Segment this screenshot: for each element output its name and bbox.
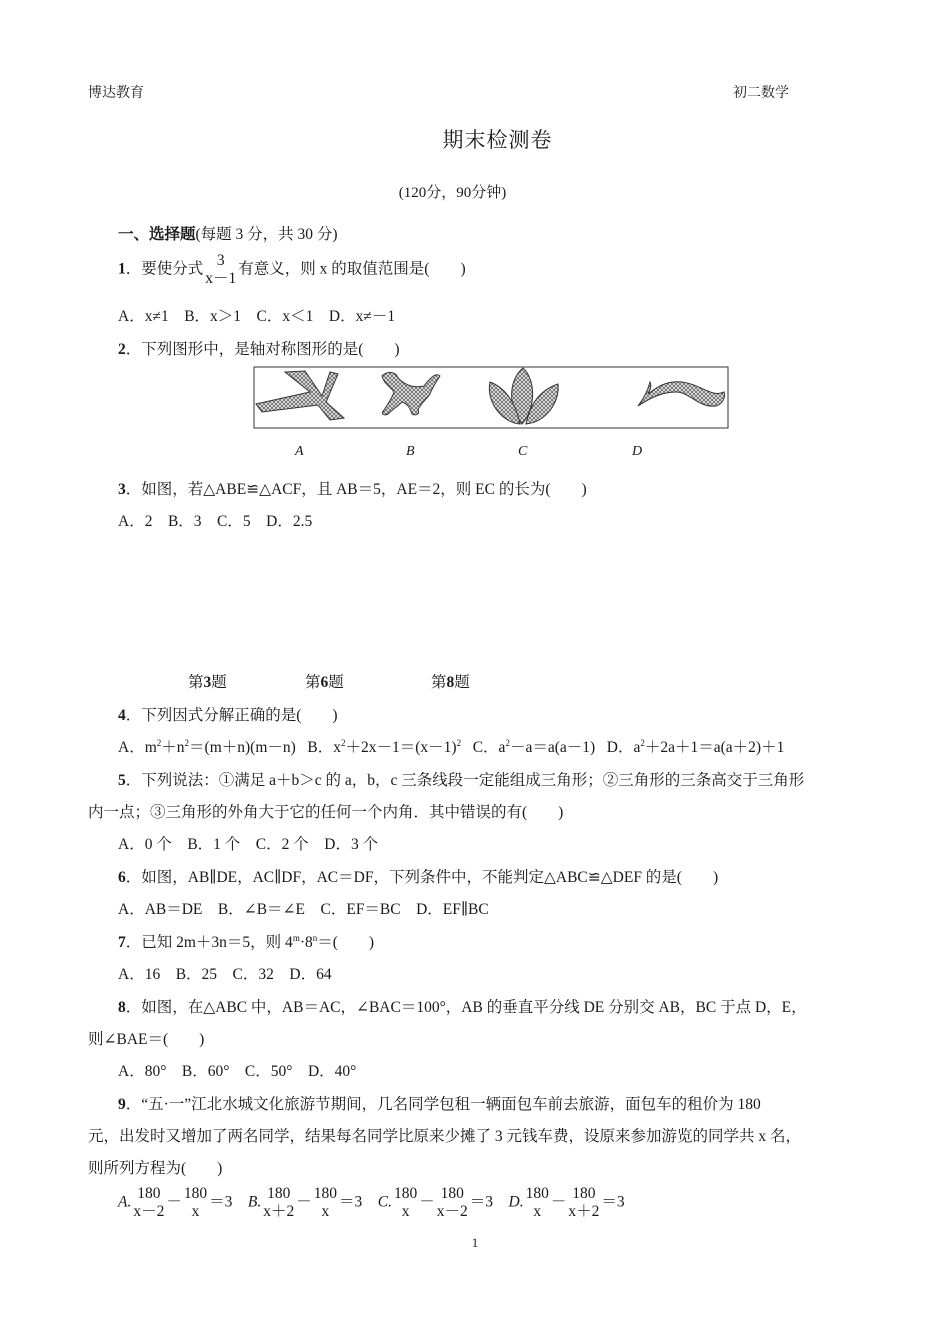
frac-denominator: x <box>533 1202 542 1220</box>
q4-text: ．下列因式分解正确的是( ) <box>125 707 338 724</box>
q7-sup-m: m <box>292 932 300 943</box>
figure-label-b: B <box>406 444 415 459</box>
q9-opt-b-rhs: ＝3 <box>339 1193 363 1211</box>
caption-figure-3 <box>188 670 227 692</box>
q9-opt-a-frac1 <box>132 1185 165 1221</box>
figure-label-c: C <box>518 444 528 459</box>
q9-opt-b-label: B. <box>247 1193 262 1211</box>
q9-text-2: 元，出发时又增加了两名同学，结果每名同学比原来少摊了 3 元钱车费，设原来参加游览的同学共 x 名， <box>88 1128 802 1145</box>
q5-text-1: ．下列说法：①满足 a＋b＞c 的 a，b，c 三条线段一定能组成三角形；②三角形的三条高交于三角形 <box>125 772 805 789</box>
q1-number: 1 <box>118 260 126 278</box>
q9-opt-c-frac2 <box>436 1185 469 1221</box>
header-right: 初二数学 <box>733 86 789 101</box>
header-left: 博达教育 <box>88 86 144 101</box>
q1-frac-num: 3 <box>216 252 225 269</box>
frac-denominator: x＋2 <box>263 1202 295 1220</box>
q9-text-3: 则所列方程为( ) <box>88 1160 223 1177</box>
question-6 <box>118 865 718 887</box>
frac-numerator: 180 <box>394 1185 418 1202</box>
q5-options: A．0 个 B．1 个 C．2 个 D．3 个 <box>118 836 379 853</box>
q8-text-2: 则∠BAE＝( ) <box>88 1031 205 1048</box>
q7-text-pre: ．已知 2m＋3n＝5，则 4 <box>125 934 293 951</box>
q5-text-2: 内一点；③三角形的外角大于它的任何一个内角．其中错误的有( ) <box>88 804 564 821</box>
q3-options: A．2 B．3 C．5 D．2.5 <box>118 513 313 530</box>
q9-opt-d-label: D. <box>508 1193 524 1211</box>
caption-figure-8 <box>431 670 470 692</box>
frac-numerator: 180 <box>137 1185 161 1202</box>
q8-options: A．80° B．60° C．50° D．40° <box>118 1063 357 1080</box>
caption-figure-6 <box>305 670 344 692</box>
caption-6-post: 题 <box>328 674 344 691</box>
q4-opt-c-1: C．a <box>472 739 506 756</box>
section-label: 一、选择题 <box>118 226 196 243</box>
question-5 <box>118 768 804 790</box>
q4-opt-d-1: D．a <box>606 739 641 756</box>
q9-number: 9 <box>118 1096 126 1113</box>
q9-opt-c-rhs: ＝3 <box>469 1193 494 1211</box>
frac-denominator: x <box>401 1202 410 1220</box>
caption-3-pre: 第 <box>188 674 204 691</box>
figure-label-d: D <box>632 444 643 459</box>
caption-6-pre: 第 <box>305 674 321 691</box>
q9-text-1: ．“五·一”江北水城文化旅游节期间，几名同学包租一辆面包车前去旅游，面包车的租价为 180 <box>125 1096 761 1113</box>
q7-sup-n: n <box>312 932 318 943</box>
q9-opt-d-rhs: ＝3 <box>601 1193 625 1211</box>
figure-c-shape <box>489 368 558 424</box>
caption-8-num: 8 <box>446 674 455 691</box>
q1-post: 有意义，则 x 的取值范围是( ) <box>238 260 466 278</box>
caption-3-post: 题 <box>211 674 227 691</box>
minus-sign: － <box>166 1193 182 1211</box>
q4-options <box>118 735 784 757</box>
q7-text-post: ＝( ) <box>317 934 375 951</box>
q4-opt-a-3: ＝(m＋n)(m－n) <box>189 739 296 756</box>
q4-opt-b-2: ＋2x－1＝(x－1) <box>345 739 457 756</box>
q7-options: A．16 B．25 C．32 D．64 <box>118 966 332 983</box>
frac-denominator: x－2 <box>436 1202 468 1220</box>
question-8 <box>118 995 807 1017</box>
q4-opt-b-1: B．x <box>307 739 342 756</box>
q4-sup: 2 <box>505 737 510 748</box>
q4-sup: 2 <box>184 737 190 748</box>
q9-opt-c-label: C. <box>377 1193 392 1211</box>
frac-numerator: 180 <box>572 1185 596 1202</box>
figure-d-shape <box>638 382 725 406</box>
question-4 <box>118 703 338 725</box>
q4-sup: 2 <box>456 737 462 748</box>
q4-number: 4 <box>118 707 126 724</box>
frac-numerator: 180 <box>525 1185 549 1202</box>
frac-numerator: 180 <box>313 1185 338 1202</box>
caption-6-num: 6 <box>320 674 329 691</box>
q2-figure-shapes <box>0 0 950 460</box>
frac-denominator: x－2 <box>133 1202 165 1220</box>
q3-number: 3 <box>118 481 126 498</box>
q2-text: ．下列图形中，是轴对称图形的是( ) <box>125 341 400 358</box>
q4-sup: 2 <box>156 737 162 748</box>
figure-a-shape <box>256 371 344 420</box>
q9-opt-c-frac1 <box>393 1185 418 1221</box>
q1-pre: ．要使分式 <box>125 260 204 278</box>
q9-opt-d-frac2 <box>567 1185 600 1221</box>
page-number: 1 <box>471 1235 479 1250</box>
q8-text-1: ．如图，在△ABC 中，AB＝AC，∠BAC＝100°，AB 的垂直平分线 DE 分别交 AB，BC 于点 D，E， <box>125 999 807 1016</box>
minus-sign: － <box>419 1193 435 1211</box>
caption-8-pre: 第 <box>431 674 447 691</box>
q7-number: 7 <box>118 934 126 951</box>
q2-number: 2 <box>118 341 126 358</box>
figure-label-a: A <box>295 444 304 459</box>
frac-denominator: x <box>191 1202 200 1220</box>
q4-sup: 2 <box>640 737 645 748</box>
q1-options: A．x≠1 B．x＞1 C．x＜1 D．x≠－1 <box>118 308 396 325</box>
caption-3-num: 3 <box>203 674 212 691</box>
frac-numerator: 180 <box>440 1185 464 1202</box>
page-title: 期末检测卷 <box>442 128 553 152</box>
q1-frac-den: x－1 <box>205 269 237 287</box>
figure-b-shape <box>382 372 440 414</box>
q4-opt-a-1: A．m <box>118 739 157 756</box>
q9-options <box>118 1185 625 1221</box>
q9-opt-a-label: A. <box>118 1193 132 1211</box>
page-subtitle: (120分，90分钟) <box>398 185 507 201</box>
q3-text: ．如图，若△ABE≌△ACF，且 AB＝5，AE＝2，则 EC 的长为( ) <box>125 481 587 498</box>
q9-opt-a-rhs: ＝3 <box>209 1193 233 1211</box>
q9-opt-b-frac1 <box>262 1185 295 1221</box>
minus-sign: － <box>296 1193 312 1211</box>
caption-8-post: 题 <box>454 674 470 691</box>
frac-numerator: 180 <box>267 1185 291 1202</box>
q5-number: 5 <box>118 772 126 789</box>
q8-number: 8 <box>118 999 126 1016</box>
section-note: (每题 3 分，共 30 分) <box>195 226 338 243</box>
q6-number: 6 <box>118 869 126 886</box>
q7-dot: ·8 <box>299 934 313 951</box>
q9-opt-d-frac1 <box>525 1185 550 1221</box>
q9-opt-b-frac2 <box>313 1185 338 1221</box>
q6-text: ．如图，AB∥DE，AC∥DF，AC＝DF，下列条件中，不能判定△ABC≌△DEF 的是( ) <box>125 869 719 886</box>
question-3 <box>118 477 587 499</box>
q6-options: A．AB＝DE B．∠B＝∠E C．EF＝BC D．EF∥BC <box>118 901 489 918</box>
q4-sup: 2 <box>341 737 346 748</box>
question-9 <box>118 1092 761 1114</box>
q9-opt-a-frac2 <box>183 1185 208 1221</box>
minus-sign: － <box>550 1193 567 1211</box>
frac-denominator: x＋2 <box>568 1202 600 1220</box>
q4-opt-a-2: ＋n <box>161 739 185 756</box>
question-7 <box>118 930 374 952</box>
q4-opt-d-2: ＋2a＋1＝a(a＋2)＋1 <box>644 739 785 756</box>
frac-denominator: x <box>321 1202 330 1220</box>
frac-numerator: 180 <box>183 1185 208 1202</box>
q4-opt-c-2: －a＝a(a－1) <box>509 739 596 756</box>
